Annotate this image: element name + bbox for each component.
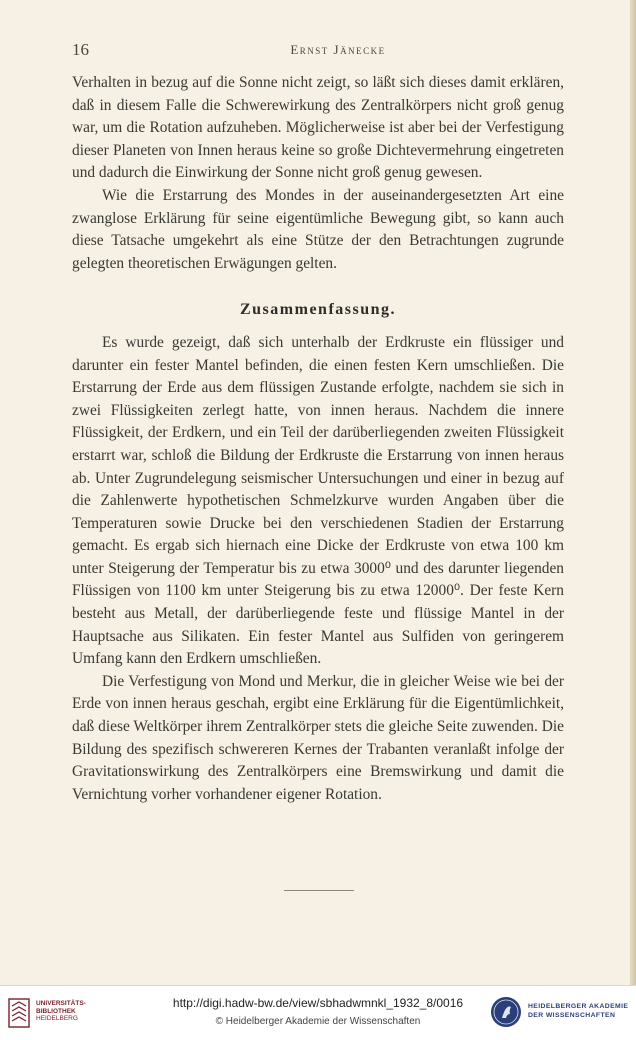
end-rule — [284, 890, 354, 891]
section-heading: Zusammenfassung. — [239, 301, 397, 319]
paragraph: Verhalten in bezug auf die Sonne nicht zeigt, so läßt sich dieses damit erklären, daß in diesem Falle die Schwerewirkung des Zentralkörpers nicht groß genug war, um die Rotation aufzuheben. Möglicherweise ist aber bei der Verfestigung dieser Planeten von Innen heraus keine so große Dichtevermehrung eingetreten und dadurch die Einwirkung der Sonne nicht groß genug gewesen. — [72, 74, 564, 182]
academy-seal-icon — [490, 996, 522, 1028]
paragraph: Wie die Erstarrung des Mondes in der auseinandergesetzten Art eine zwanglose Erklärung für seine eigentümliche Bewegung gibt, so kann auch diese Tatsache umgekehrt als eine Stütze der den Betrachtungen zugrunde gelegten theoretischen Erwägungen gelten. — [72, 186, 564, 272]
page-number: 16 — [72, 40, 89, 59]
running-head: Ernst Jänecke — [290, 42, 386, 57]
page-header — [72, 40, 564, 60]
copyright-notice: © Heidelberger Akademie der Wissenschaften — [215, 1016, 421, 1027]
page-edge — [630, 0, 636, 985]
library-name: UNIVERSITÄTS- BIBLIOTHEK HEIDELBERG — [36, 1000, 86, 1022]
paragraph: Es wurde gezeigt, daß sich unterhalb der Erdkruste ein flüssiger und darunter ein fester Mantel befinden, die einen festen Kern umschließen. Die Erstarrung der Erde aus dem flüssigen Zustande erfolgte, nachdem sie sich in zwei Flüssigkeiten zerlegt hatte, von innen heraus. Nachdem die innere Flüssigkeit, der Erdkern, und ein Teil der darüberliegenden zweiten Flüssigkeit erstarrt war, schloß die Bildung der Erdkruste die Erstarrung von innen heraus ab. Unter Zugrundelegung seismischer Untersuchungen und einer in bezug auf die Zahlenwerte hypothetischen Schmelzkurve wurden Angaben über die Temperaturen sowie Drucke bei den verschiedenen Stadien der Erstarrung gemacht. Es ergab sich hiernach eine Dicke der Erdkruste von etwa 100 km unter Steigerung der Temperatur bis zu etwa 3000⁰ und des darunter liegenden Flüssigen von 1100 km unter Steigerung bis zu etwa 12000⁰. Der feste Kern besteht aus Metall, der darüberliegende feste und flüssige Mantel in der Hauptsache aus Silikaten. Ein fester Mantel aus Sulfiden von geringerem Umfang kann den Erdkern umschließen. — [72, 333, 564, 668]
academy-name: HEIDELBERGER AKADEMIE DER WISSENSCHAFTEN — [528, 1003, 629, 1019]
document-url-link[interactable]: http://digi.hadw-bw.de/view/sbhadwmnkl_1932_8/0016 — [172, 996, 464, 1010]
viewer-footer — [0, 985, 636, 1040]
body-text — [72, 72, 564, 806]
paragraph: Die Verfestigung von Mond und Merkur, die in gleicher Weise wie bei der Erde von innen heraus geschah, ergibt eine Erklärung für die Eigentümlichkeit, daß diese Weltkörper ihrem Zentralkörper stets die gleiche Seite zuwenden. Die Bildung des spezifisch schwereren Kernes der Trabanten veranlaßt infolge der Gravitationswirkung des Zentralkörpers eine Bremswirkung und damit die Vernichtung vorher vorhandener eigener Rotation. — [72, 672, 564, 803]
